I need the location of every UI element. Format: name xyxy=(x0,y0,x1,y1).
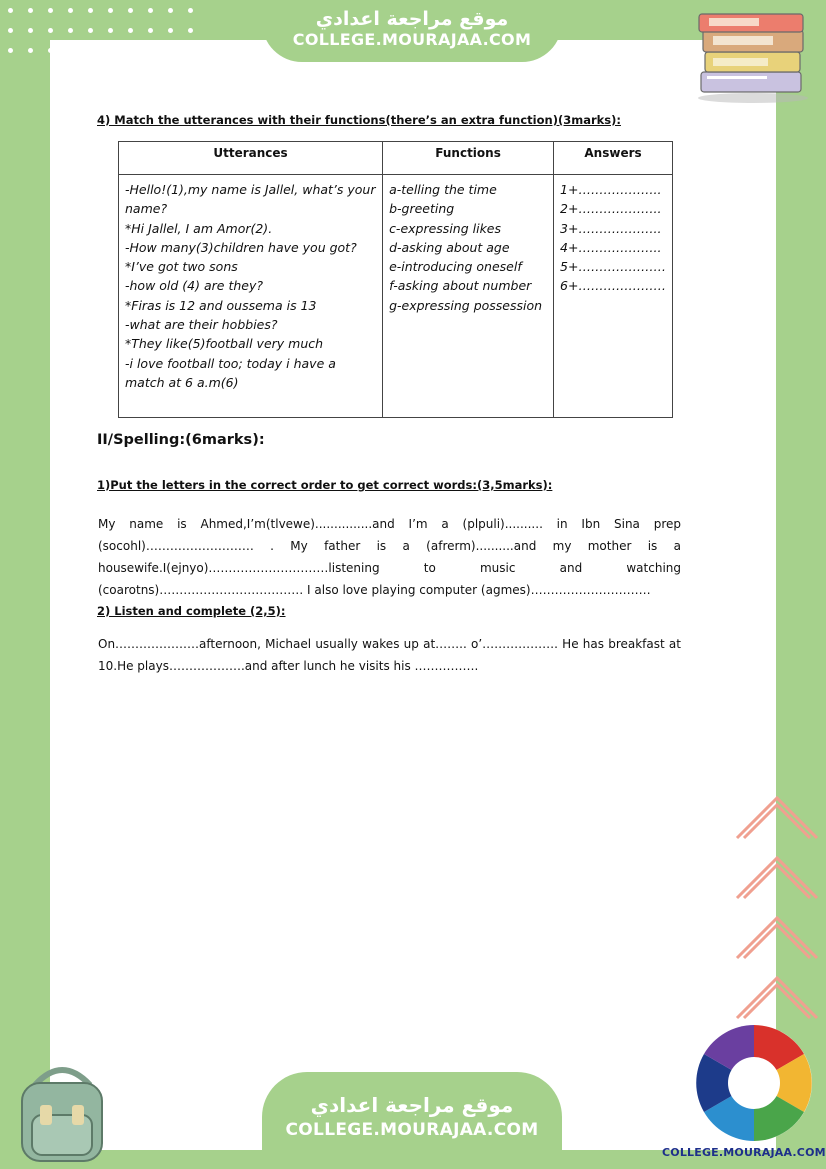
decorative-dot xyxy=(8,48,13,53)
decorative-dot xyxy=(128,48,133,53)
decorative-dot xyxy=(68,48,73,53)
decorative-dot xyxy=(28,48,33,53)
answer-blank[interactable]: 4+……………….. xyxy=(560,239,662,255)
decorative-dot xyxy=(48,28,53,33)
function-item: b-greeting xyxy=(389,201,455,217)
spelling-q2-text: On…………………afternoon, Michael usually wakes up at…….. o’………………. He has breakfast at 10.He plays……………….and after lunch he visits his ……………. xyxy=(98,637,681,673)
function-item: c-expressing likes xyxy=(389,220,502,236)
decorative-dot xyxy=(108,48,113,53)
decorative-dot xyxy=(8,8,13,13)
decorative-dot xyxy=(68,8,73,13)
decorative-dot xyxy=(188,28,193,33)
column-header-functions: Functions xyxy=(383,142,554,175)
bottom-banner xyxy=(262,1072,562,1169)
decorative-dot xyxy=(188,8,193,13)
matching-table xyxy=(118,141,673,418)
top-banner xyxy=(262,0,562,62)
section4-title: 4) Match the utterances with their functions(there’s an extra function)(3marks): xyxy=(97,113,621,127)
subjects-wheel-logo xyxy=(693,1022,815,1144)
decorative-dot xyxy=(8,28,13,33)
utterance-item: -Hello!(1),my name is Jallel, what’s your name? xyxy=(125,182,376,217)
decorative-dot xyxy=(128,28,133,33)
decorative-dot xyxy=(148,8,153,13)
decorative-dots xyxy=(0,0,200,60)
decorative-dot xyxy=(188,48,193,53)
column-header-answers: Answers xyxy=(554,142,673,175)
answer-blank[interactable]: 2+……………….. xyxy=(560,201,662,217)
chevron-arrows-decoration xyxy=(732,790,822,1030)
backpack-illustration xyxy=(10,1055,115,1165)
functions-cell xyxy=(383,175,554,418)
spelling-title: II/Spelling:(6marks): xyxy=(97,432,265,448)
utterance-item: -i love football too; today i have a match at 6 a.m(6) xyxy=(125,355,336,390)
function-item: e-introducing oneself xyxy=(389,259,522,275)
decorative-dot xyxy=(28,8,33,13)
utterance-item: -how old (4) are they? xyxy=(125,278,263,294)
top-banner-arabic-title: موقع مراجعة اعدادي xyxy=(315,8,509,30)
utterance-item: *Firas is 12 and oussema is 13 xyxy=(125,297,317,313)
decorative-dot xyxy=(48,8,53,13)
spelling-q1-title: 1)Put the letters in the correct order to get correct words:(3,5marks): xyxy=(97,478,553,492)
spelling-q2-title: 2) Listen and complete (2,5): xyxy=(97,604,286,618)
utterance-item: *Hi Jallel, I am Amor(2). xyxy=(125,220,273,236)
function-item: a-telling the time xyxy=(389,182,497,197)
top-banner-site-link[interactable]: COLLEGE.MOURAJAA.COM xyxy=(292,30,532,49)
spelling-q1-text: My name is Ahmed,I’m(tlvewe)...............and I’m a (plpuli).......... in Ibn Sina prep (socohl)……………………… . My father is a (afrerm)..........and my mother is a housewife.I(ejnyo)…………………………listening to music and watching (coarotns)……………………………… I also love playing computer (agmes)………………………… xyxy=(98,517,681,597)
decorative-dot xyxy=(148,48,153,53)
decorative-dot xyxy=(148,28,153,33)
bottom-banner-site-link[interactable]: COLLEGE.MOURAJAA.COM xyxy=(285,1120,539,1140)
decorative-dot xyxy=(88,28,93,33)
answer-blank[interactable]: 5+………………… xyxy=(560,259,666,275)
answer-blank[interactable]: 1+……………….. xyxy=(560,182,662,197)
utterance-item: *I’ve got two sons xyxy=(125,259,238,275)
decorative-dot xyxy=(168,8,173,13)
decorative-dot xyxy=(168,48,173,53)
function-item: d-asking about age xyxy=(389,239,510,255)
utterance-item: *They like(5)football very much xyxy=(125,336,324,352)
books-illustration xyxy=(693,10,813,105)
answer-blank[interactable]: 3+……………….. xyxy=(560,220,662,236)
brand-site-link[interactable]: COLLEGE.MOURAJAA.COM xyxy=(662,1146,826,1159)
decorative-dot xyxy=(68,28,73,33)
function-item: f-asking about number xyxy=(389,278,532,294)
utterance-item: -what are their hobbies? xyxy=(125,317,278,333)
decorative-dot xyxy=(28,28,33,33)
decorative-dot xyxy=(48,48,53,53)
column-header-utterances: Utterances xyxy=(119,142,383,175)
decorative-dot xyxy=(128,8,133,13)
decorative-dot xyxy=(108,28,113,33)
utterances-cell xyxy=(119,175,383,418)
utterance-item: -How many(3)children have you got? xyxy=(125,239,357,255)
decorative-dot xyxy=(88,8,93,13)
function-item: g-expressing possession xyxy=(389,297,543,313)
bottom-banner-arabic-title: موقع مراجعة اعدادي xyxy=(310,1093,514,1117)
decorative-dot xyxy=(108,8,113,13)
decorative-dot xyxy=(88,48,93,53)
answer-blank[interactable]: 6+………………… xyxy=(560,278,666,294)
answers-cell xyxy=(554,175,673,418)
decorative-dot xyxy=(168,28,173,33)
